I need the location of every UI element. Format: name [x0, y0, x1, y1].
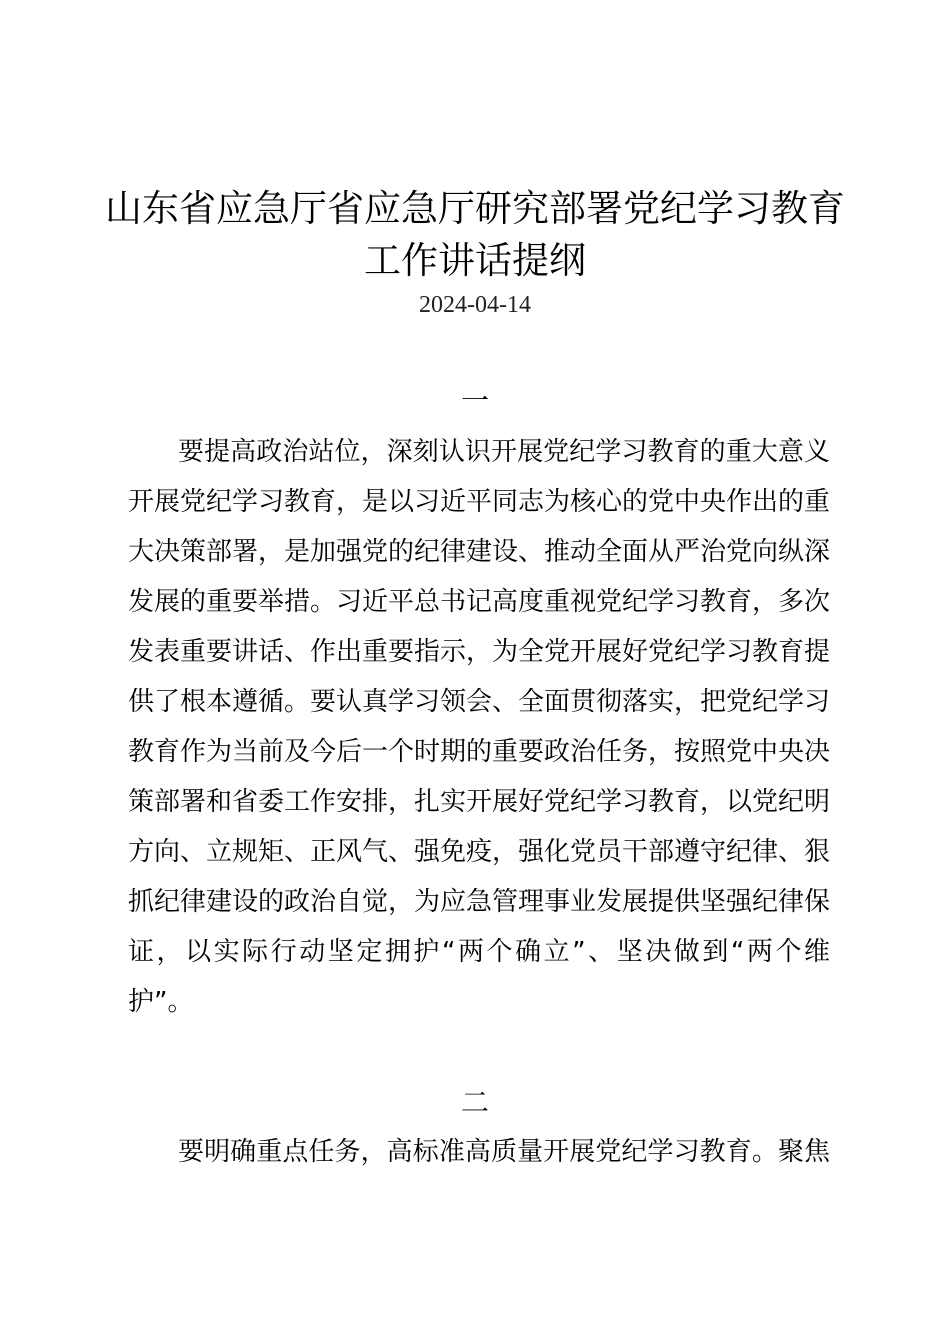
document-title-line-2: 工作讲话提纲 [364, 239, 586, 282]
document-title-line-1: 山东省应急厅省应急厅研究部署党纪学习教育 [105, 187, 845, 230]
paragraph-line: 开展党纪学习教育，是以习近平同志为核心的党中央作出的重 [128, 487, 831, 517]
paragraph-line: 方向、立规矩、正风气、强免疫，强化党员干部遵守纪律、狠 [128, 837, 831, 867]
paragraph-line: 证，以实际行动坚定拥护“两个确立”、坚决做到“两个维 [128, 937, 830, 967]
paragraph-line: 发表重要讲话、作出重要指示，为全党开展好党纪学习教育提 [128, 637, 831, 667]
paragraph-line: 供了根本遵循。要认真学习领会、全面贯彻落实，把党纪学习 [128, 687, 831, 717]
publish-date: 2024-04-14 [419, 292, 531, 318]
section-heading-1: 一 [460, 384, 489, 417]
paragraph-line: 要明确重点任务，高标准高质量开展党纪学习教育。聚焦 [178, 1137, 830, 1167]
paragraph-line: 护”。 [128, 987, 194, 1017]
paragraph-line: 教育作为当前及今后一个时期的重要政治任务，按照党中央决 [128, 737, 831, 767]
paragraph-line: 抓纪律建设的政治自觉，为应急管理事业发展提供坚强纪律保 [128, 887, 831, 917]
paragraph-line: 要提高政治站位，深刻认识开展党纪学习教育的重大意义 [178, 437, 830, 467]
paragraph-line: 发展的重要举措。习近平总书记高度重视党纪学习教育，多次 [128, 587, 831, 617]
section-heading-2: 二 [460, 1086, 489, 1119]
paragraph-line: 大决策部署，是加强党的纪律建设、推动全面从严治党向纵深 [128, 537, 831, 567]
paragraph-line: 策部署和省委工作安排，扎实开展好党纪学习教育，以党纪明 [128, 787, 831, 817]
